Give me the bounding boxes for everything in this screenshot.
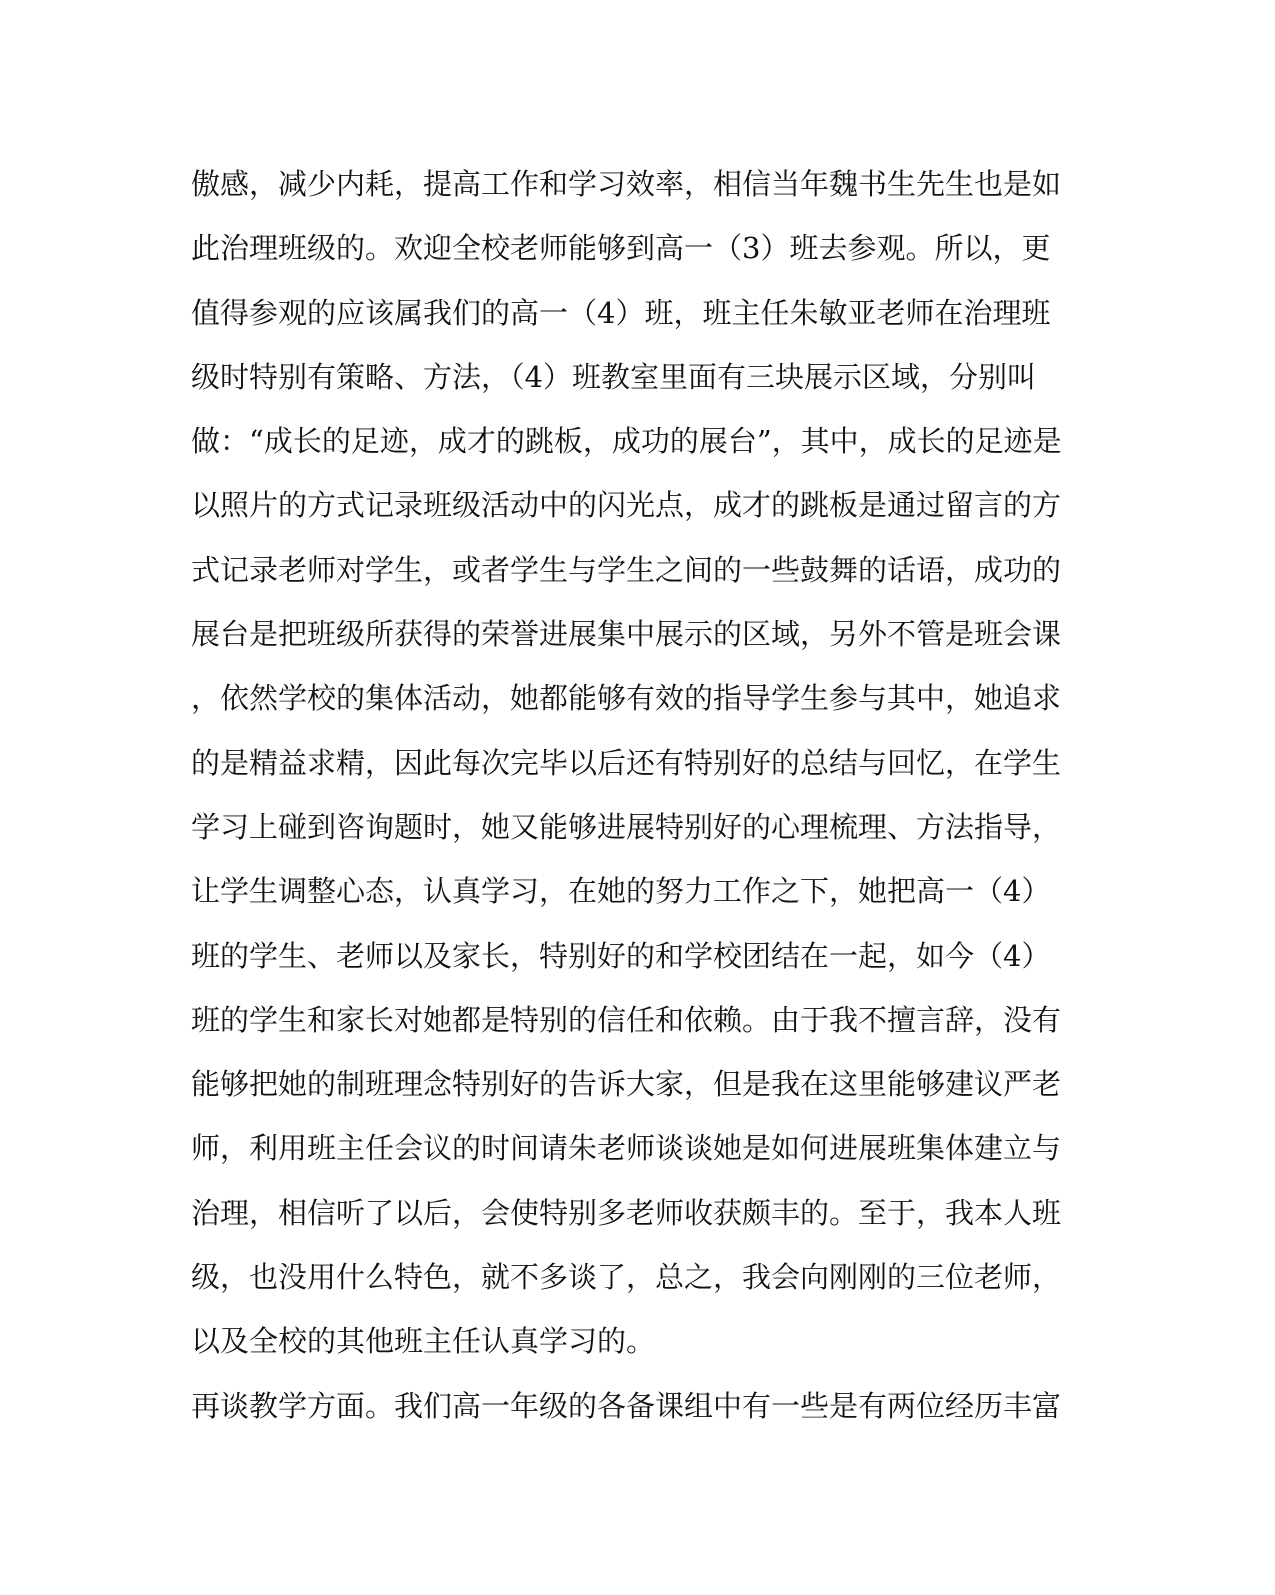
text-line: 做：“成长的足迹，成才的跳板，成功的展台”，其中，成长的足迹是: [191, 424, 1062, 459]
text-line: 的是精益求精，因此每次完毕以后还有特别好的总结与回忆，在学生: [191, 745, 1062, 780]
text-line: 让学生调整心态，认真学习，在她的努力工作之下，她把高一（4）: [191, 874, 1051, 909]
text-line: 师，利用班主任会议的时间请朱老师谈谈她是如何进展班集体建立与: [191, 1131, 1062, 1166]
text-line: 值得参观的应该属我们的高一（4）班，班主任朱敏亚老师在治理班: [191, 295, 1051, 330]
text-line: 级时特别有策略、方法，（4）班教室里面有三块展示区域，分别叫: [191, 359, 1036, 394]
body-text: [191, 152, 1061, 1438]
text-line: 此治理班级的。欢迎全校老师能够到高一（3）班去参观。所以，更: [191, 231, 1051, 266]
text-line: 治理，相信听了以后，会使特别多老师收获颇丰的。至于，我本人班: [191, 1195, 1062, 1230]
text-line: 以及全校的其他班主任认真学习的。: [191, 1324, 656, 1359]
text-line: 以照片的方式记录班级活动中的闪光点，成才的跳板是通过留言的方: [191, 488, 1062, 523]
text-line: 式记录老师对学生，或者学生与学生之间的一些鼓舞的话语，成功的: [191, 552, 1062, 587]
text-line: 学习上碰到咨询题时，她又能够进展特别好的心理梳理、方法指导，: [191, 809, 1062, 844]
text-line: ，依然学校的集体活动，她都能够有效的指导学生参与其中，她追求: [191, 681, 1062, 716]
text-line: 级，也没用什么特色，就不多谈了，总之，我会向刚刚的三位老师，: [191, 1260, 1062, 1295]
text-line: 再谈教学方面。我们高一年级的各备课组中有一些是有两位经历丰富: [191, 1388, 1062, 1423]
text-line: 班的学生和家长对她都是特别的信任和依赖。由于我不擅言辞，没有: [191, 1002, 1062, 1037]
text-line: 展台是把班级所获得的荣誉进展集中展示的区域，另外不管是班会课: [191, 617, 1062, 652]
text-line: 能够把她的制班理念特别好的告诉大家，但是我在这里能够建议严老: [191, 1067, 1062, 1102]
text-line: 傲感，减少内耗，提高工作和学习效率，相信当年魏书生先生也是如: [191, 167, 1062, 201]
text-line: 班的学生、老师以及家长，特别好的和学校团结在一起，如今（4）: [191, 938, 1051, 973]
